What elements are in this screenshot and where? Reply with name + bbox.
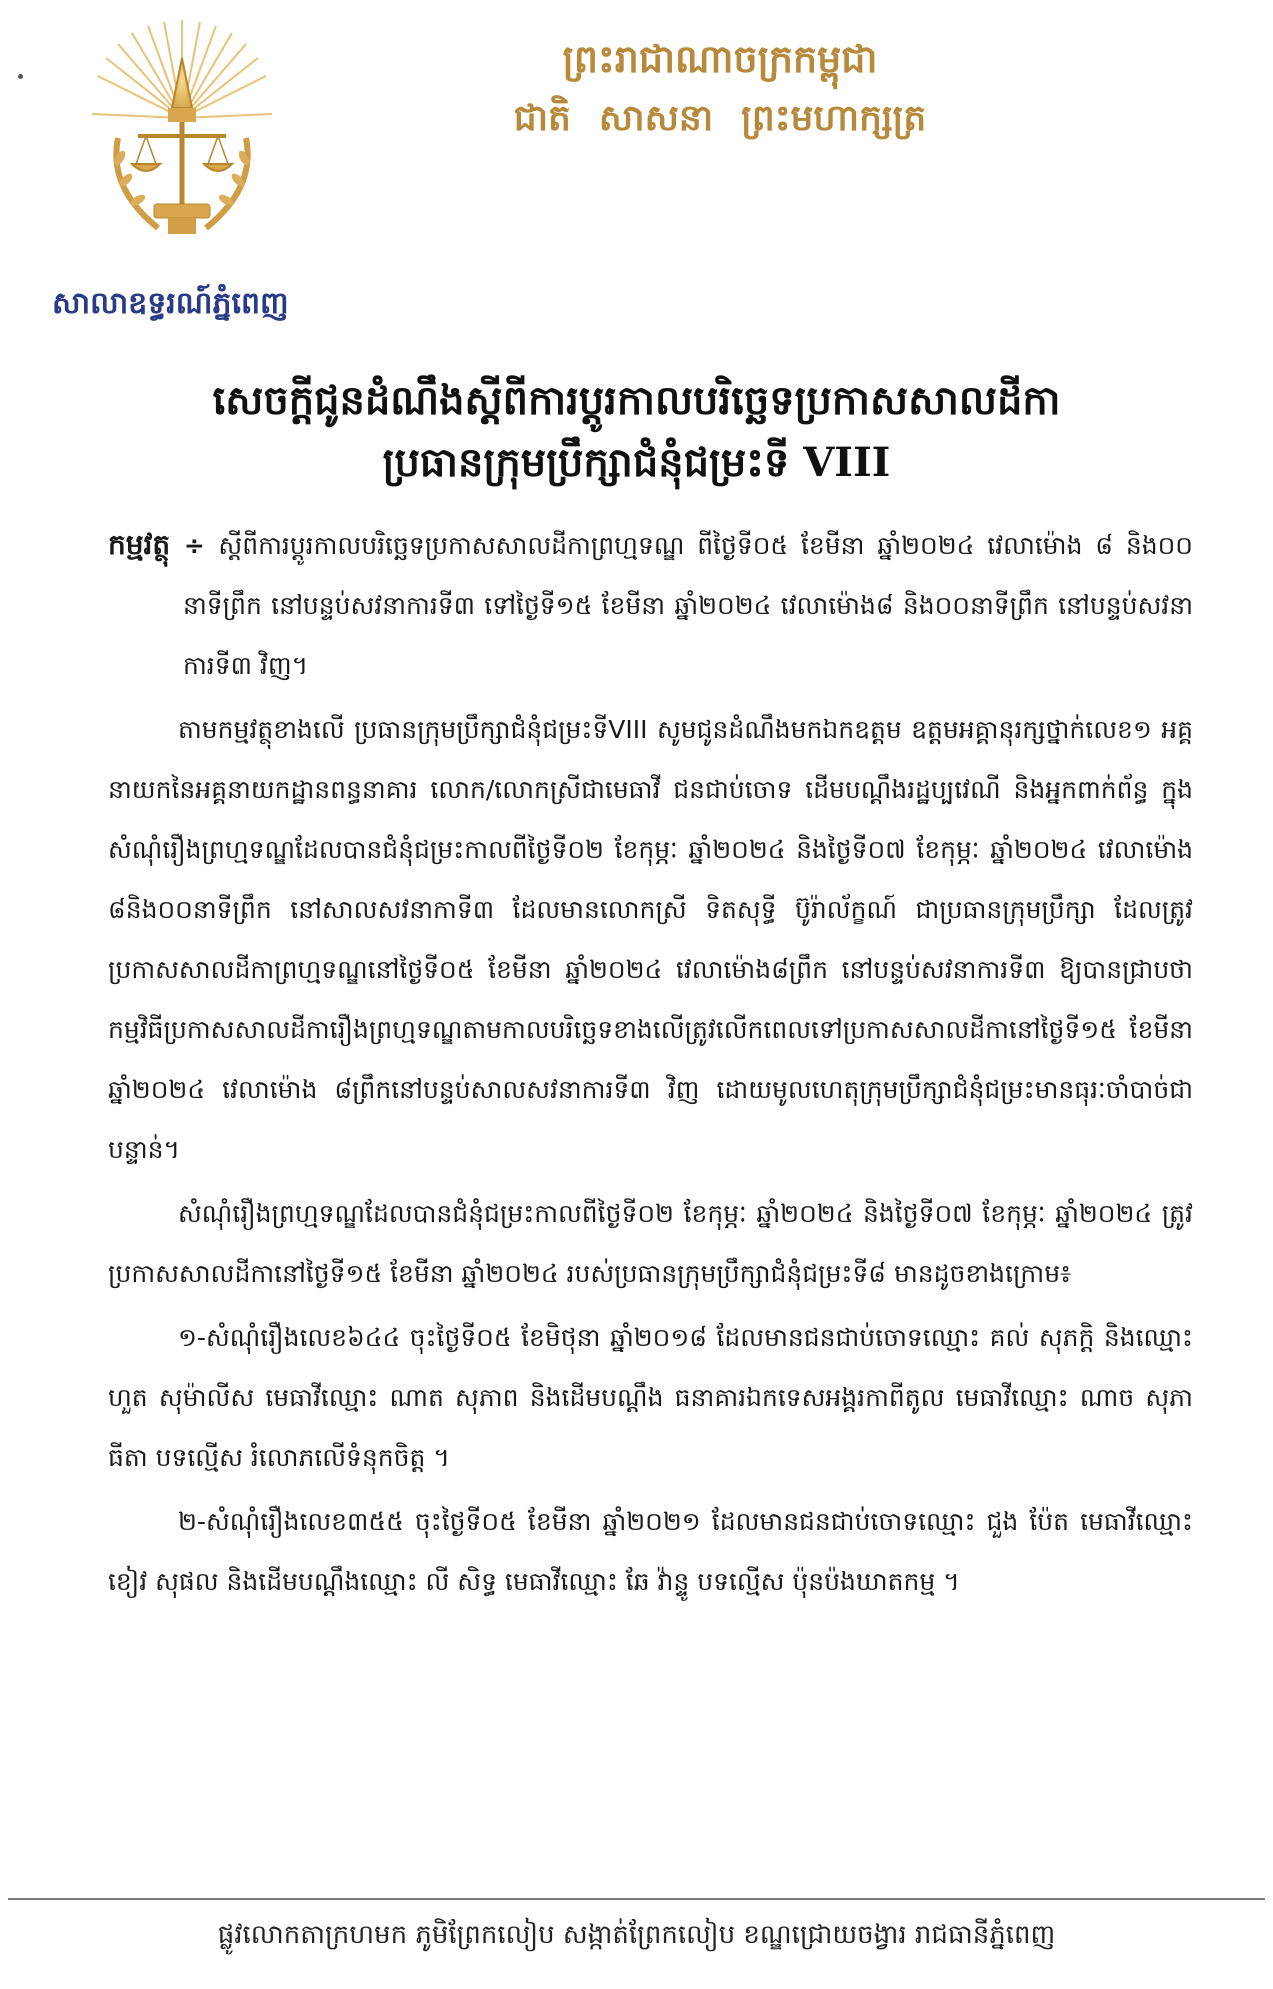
- kingdom-name: ព្រះរាជាណាចក្រកម្ពុជា: [562, 36, 878, 81]
- notice-paragraph: តាមកម្មវត្ថុខាងលើ ប្រធានក្រុមប្រឹក្សាជំនុំជម្រះទីVIII សូមជូនដំណឹងមកឯកឧត្តម ឧត្តមអគ្គានុរក្សថ្នាក់លេខ១ អគ្គនាយកនៃអគ្គនាយកដ្ឋានពន្ធនាគារ លោក/លោកស្រីជាមេធាវី ជនជាប់ចោទ ដើមបណ្តឹងរដ្ឋប្បវេណី និងអ្នកពាក់ព័ន្ធ ក្នុងសំណុំរឿងព្រហ្មទណ្ឌដែលបានជំនុំជម្រះកាលពីថ្ងៃទី០២ ខែកុម្ភៈ ឆ្នាំ២០២៤ និងថ្ងៃទី០៧ ខែកុម្ភៈ ឆ្នាំ២០២៤ វេលាម៉ោង ៨និង០០នាទីព្រឹក នៅសាលសវនាកាទី៣ ដែលមានលោកស្រី ទិតសុទ្ធី ប៊ូរ៉ាល័ក្ខណ៍ ជាប្រធានក្រុមប្រឹក្សា ដែលត្រូវប្រកាសសាលដីកាព្រហ្មទណ្ឌនៅថ្ងៃទី០៥ ខែមីនា ឆ្នាំ២០២៤ វេលាម៉ោង៨ព្រឹក នៅបន្ទប់សវនាការទី៣ ឱ្យបានជ្រាបថាកម្មវិធីប្រកាសសាលដីការឿងព្រហ្មទណ្ឌតាមកាលបរិច្ឆេទខាងលើត្រូវលើកពេលទៅប្រកាសសាលដីកានៅថ្ងៃទី១៥ ខែមីនា ឆ្នាំ២០២៤ វេលាម៉ោង ៨ព្រឹកនៅបន្ទប់សាលសវនាការទី៣ វិញ ដោយមូលហេតុក្រុមប្រឹក្សាជំនុំជម្រះមានធុរៈចាំបាច់ជាបន្ទាន់។: [108, 715, 1193, 1164]
- document-title: [100, 370, 1173, 494]
- court-emblem-icon: [88, 18, 276, 258]
- case-item-1: ១-សំណុំរឿងលេខ៦៤៤ ចុះថ្ងៃទី០៥ ខែមិថុនា ឆ្នាំ២០១៨ ដែលមានជនជាប់ចោទឈ្មោះ គល់ សុភក្តិ និងឈ្មោះ ហួត សុម៉ាលីស មេធាវីឈ្មោះ ណាត សុភាព និងដើមបណ្តឹង ធនាគារឯកទេសអង្គរកាពីតូល មេធាវីឈ្មោះ ណាច សុភាធីតា បទល្មើស រំលោភលើទំនុកចិត្ត ។: [108, 1323, 1193, 1472]
- case-list-intro: សំណុំរឿងព្រហ្មទណ្ឌដែលបានជំនុំជម្រះកាលពីថ្ងៃទី០២ ខែកុម្ភៈ ឆ្នាំ២០២៤ និងថ្ងៃទី០៧ ខែកុម្ភៈ ឆ្នាំ២០២៤ ត្រូវប្រកាសសាលដីកានៅថ្ងៃទី១៥ ខែមីនា ឆ្នាំ២០២៤ របស់ប្រធានក្រុមប្រឹក្សាជំនុំជម្រះទី៨ មានដូចខាងក្រោម៖: [108, 1199, 1193, 1288]
- title-line-2: ប្រធានក្រុមប្រឹក្សាជំនុំជម្រះទី VIII: [382, 439, 891, 486]
- scan-speck: [18, 74, 23, 79]
- motto-king: ព្រះមហាក្សត្រ: [741, 97, 927, 139]
- court-name: សាលាឧទ្ធរណ៍ភ្នំពេញ: [52, 286, 289, 321]
- subject-separator: ÷: [170, 531, 219, 560]
- subject-paragraph: [108, 515, 1193, 696]
- footer-divider: [8, 1898, 1265, 1900]
- document-body: [108, 515, 1193, 1616]
- subject-label: កម្មវត្ថុ: [108, 528, 171, 561]
- motto-religion: សាសនា: [598, 97, 714, 139]
- motto-nation: ជាតិ: [513, 97, 571, 139]
- national-motto: [470, 88, 970, 148]
- kingdom-header: [470, 30, 970, 148]
- title-line-1: សេចក្តីជូនដំណឹងស្តីពីការប្តូរកាលបរិច្ឆេទប្រកាសសាលដីកា: [212, 377, 1061, 424]
- case-item-2: ២-សំណុំរឿងលេខ៣៥៥ ចុះថ្ងៃទី០៥ ខែមីនា ឆ្នាំ២០២១ ដែលមានជនជាប់ចោទឈ្មោះ ជួង ប៉ែត មេធាវីឈ្មោះ ខៀវ សុផល និងដើមបណ្តឹងឈ្មោះ លី សិទ្ធ មេធាវីឈ្មោះ ឆែ វ៉ាន្ទូ បទល្មើស ប៉ុនប៉ងឃាតកម្ម ។: [108, 1507, 1193, 1596]
- subject-text: ស្តីពីការប្តូរកាលបរិច្ឆេទប្រកាសសាលដីកាព្រហ្មទណ្ឌ ពីថ្ងៃទី០៥ ខែមីនា ឆ្នាំ២០២៤ វេលាម៉ោង ៨ និង០០ នាទីព្រឹក នៅបន្ទប់សវនាការទី៣ ទៅថ្ងៃទី១៥ ខែមីនា ឆ្នាំ២០២៤ វេលាម៉ោង៨ និង០០នាទីព្រឹក នៅបន្ទប់សវនាការទី៣ វិញ។: [183, 531, 1193, 680]
- footer-address: ផ្លូវលោកតាក្រហមក ភូមិព្រែកលៀប សង្កាត់ព្រែកលៀប ខណ្ឌជ្រោយចង្វារ រាជធានីភ្នំពេញ: [217, 1920, 1056, 1950]
